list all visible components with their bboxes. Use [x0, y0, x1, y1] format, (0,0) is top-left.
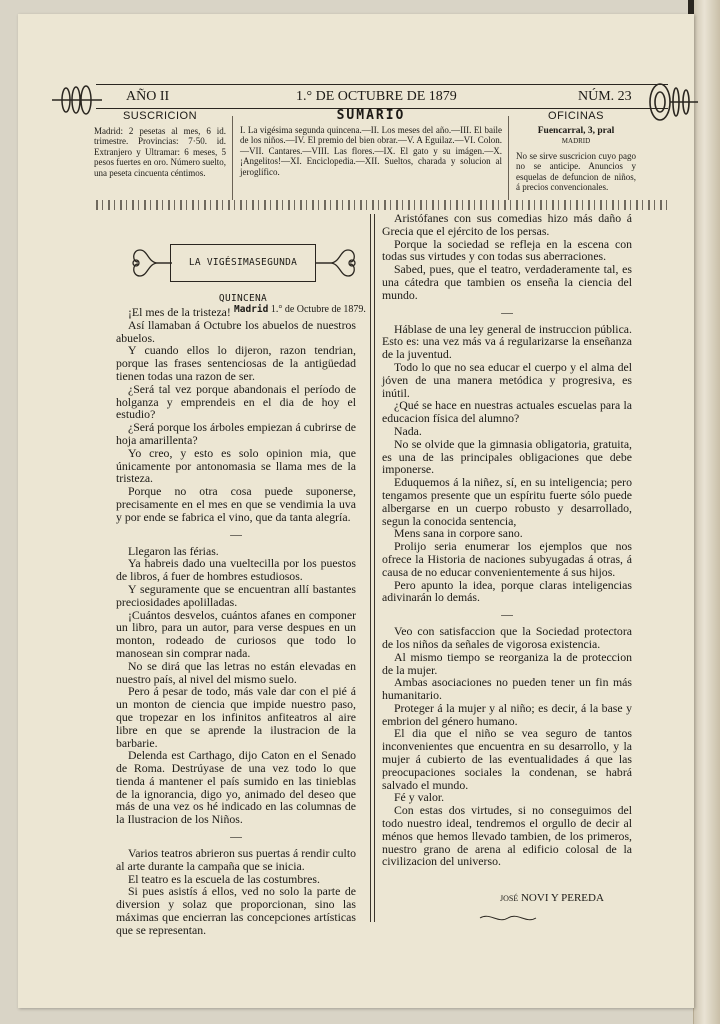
article-paragraph: Con estas dos virtudes, si no conseguimos del todo nuestro ideal, tendremos el orgullo de decir al ménos que hemos llevado tambien, de los primeros, nuestro grano de arena al edificio colosal de la civilizacion del universo.: [382, 803, 632, 869]
article-paragraph: Veo con satisfaccion que la Sociedad protectora de los niños da señales de vigorosa existencia.: [382, 624, 632, 651]
book-spine: [693, 0, 720, 1024]
end-flourish-icon: [478, 912, 538, 924]
masthead-top-rule: [96, 84, 668, 85]
article-paragraph: ¡Cuántos desvelos, cuántos afanes en componer un libro, para un autor, para verse despues en un monton, rodeado de curiosos que todo lo manosean sin comprar nada.: [116, 607, 356, 660]
article-paragraph: Así llamaban á Octubre los abuelos de nuestros abuelos.: [116, 317, 356, 345]
binding-mark: [688, 0, 694, 14]
oficinas-title: OFICINAS: [548, 110, 604, 122]
left-column: [116, 306, 356, 937]
article-paragraph: Proteger á la mujer y al niño; es decir, á la base y embrion del género humano.: [382, 700, 632, 728]
sumario-title: SUMARIO: [336, 108, 406, 123]
scroll-ornament-right-icon: [314, 238, 360, 288]
dateline-place: Madrid: [234, 304, 269, 315]
article-paragraph: No se dirá que las letras no están elevadas en nuestro país, al nivel del mismo suelo.: [116, 658, 356, 686]
sumario-text: I. La vigésima segunda quincena.—II. Los meses del año.—III. El baile de los niños.—IV. El premio del bien obrar.—V. A Eguilaz.—VI. Colon.—VII. Cantares.—VIII. Las flores.—IX. El gato y su imágen.—X. ¡Angelitos!—XI. Enciclopedia.—XII. Sueltos, charada y solucion al jeroglífico.: [240, 124, 502, 177]
article-title: LA VIGÉSIMASEGUNDA QUINCENA: [188, 257, 298, 304]
signature: [500, 892, 604, 904]
section-divider: —: [501, 607, 513, 622]
article-paragraph: Varios teatros abrieron sus puertas á rendir culto al arte durante la campaña que se inicia.: [116, 846, 356, 873]
article-paragraph: ¿Será porque los árboles empiezan á cubrirse de hoja amarillenta?: [116, 420, 356, 447]
article-paragraph: El teatro es la escuela de las costumbres.: [128, 871, 320, 886]
oficinas-address: Fuencarral, 3, pral: [537, 125, 615, 136]
scroll-ornament-left-icon: [128, 238, 174, 288]
suscricion-box: [94, 111, 226, 178]
article-paragraph: Ambas asociaciones no pueden tener un fin más humanitario.: [382, 675, 632, 703]
article-paragraph: Todo lo que no sea educar el cuerpo y el alma del jóven de una manera metódica y progresiva, es inútil.: [382, 359, 632, 400]
article-paragraph: Porque la sociedad se refleja en la escena con todas sus virtudes y con todas sus aberraciones.: [382, 236, 632, 264]
article-paragraph: Fé y valor.: [394, 790, 445, 805]
article-title-box: [128, 238, 358, 304]
article-title-frame: [170, 244, 316, 304]
article-paragraph: Y cuando ellos lo dijeron, razon tendrian, porque las frases sentenciosas de la antigüedad tienen todas una razon de ser.: [116, 343, 356, 383]
oficinas-city: MADRID: [561, 137, 591, 145]
issue-number: NÚM. 23: [578, 89, 632, 104]
masthead-separator: [232, 116, 233, 200]
article-paragraph: Aristófanes con sus comedias hizo más daño á Grecia que el ejército de los persas.: [382, 211, 632, 238]
article-paragraph: Prolijo seria enumerar los ejemplos que nos ofrece la Historia de naciones subyugadas á otras, á causa de no educar convenientemente á sus hijos.: [382, 539, 632, 579]
right-column: [382, 212, 632, 868]
decorative-border: [96, 200, 668, 210]
masthead-separator: [508, 116, 509, 200]
newspaper-page: [18, 14, 694, 1008]
article-paragraph: Yo creo, y esto es solo opinion mia, que únicamente por antonomasia se llama mes de la tristeza.: [116, 445, 356, 486]
issue-year: AÑO II: [126, 89, 170, 104]
article-paragraph: ¡El mes de la tristeza!: [128, 305, 231, 319]
column-rule: [374, 214, 375, 922]
issue-date: 1.° DE OCTUBRE DE 1879: [296, 89, 457, 104]
article-paragraph: Y seguramente que se encuentran allí bastantes preciosidades apolilladas.: [116, 581, 356, 609]
dateline-date: 1.° de Octubre de 1879.: [270, 304, 366, 315]
section-divider: —: [230, 526, 242, 541]
suscricion-text: Madrid: 2 pesetas al mes, 6 id. trimestre. Provincias: 7·50. id. Extranjero y Ultramar: 6 meses, 5 pesos fuertes en oro. Número suelto, una peseta cincuenta céntimos.: [94, 125, 226, 178]
column-rule: [370, 214, 371, 922]
article-paragraph: Al mismo tiempo se reorganiza la de proteccion de la mujer.: [382, 649, 632, 677]
article-paragraph: No se olvide que la gimnasia obligatoria, gratuita, es una de las principales obligaciones que debe imponerse.: [382, 436, 632, 477]
article-paragraph: Mens sana in corpore sano.: [394, 526, 523, 541]
suscricion-title: SUSCRICION: [122, 110, 198, 122]
section-divider: —: [501, 304, 513, 319]
article-paragraph: Llegaron las férias.: [128, 543, 219, 558]
section-divider: —: [230, 829, 242, 844]
article-paragraph: El dia que el niño se vea seguro de tantos inconvenientes que encuentra en su desarrollo, y la mujer á cubierto de las eventualidades á que las preocupaciones sociales la condenan, se habrá salvado el mundo.: [382, 726, 632, 792]
oficinas-text: No se sirve suscricion cuyo pago no se anticipe. Anuncios y esquelas de defuncion de niños, á precios convencionales.: [516, 150, 636, 192]
article-paragraph: Nada.: [394, 423, 422, 438]
signature-first: JOSÉ: [500, 894, 519, 903]
article-paragraph: Porque no otra cosa puede suponerse, precisamente en el mes en que se vendimia la uva y por ende se fabrica el vino, que da tanta alegría.: [116, 484, 356, 524]
oficinas-box: [516, 111, 636, 193]
article-paragraph: Delenda est Carthago, dijo Caton en el Senado de Roma. Destrúyase de una vez todo lo que tienda á mantener el país sumido en las tinieblas de la ignorancia, digo yo, animado del deseo que más de una vez os hé indicado en las columnas de la Ilustracion de los Niños.: [116, 748, 356, 827]
sumario-box: [240, 108, 502, 177]
article-paragraph: Pero á pesar de todo, más vale dar con el pié á un monton de ciencia que impide nuestro paso, que tropezar en los infinitos anfiteatros al aire libre en que se aprende la ilustracion de la barbarie.: [116, 684, 356, 750]
article-paragraph: ¿Qué se hace en nuestras actuales escuelas para la educacion física del alumno?: [382, 398, 632, 426]
article-paragraph: ¿Será tal vez porque abandonais el período de holganza y emprendeis en el dia de hoy el estudio?: [116, 381, 356, 422]
article-paragraph: Ya habreis dado una vueltecilla por los puestos de libros, á fuer de hombres estudiosos.: [116, 556, 356, 584]
article-paragraph: Háblase de una ley general de instruccion pública. Esto es: una vez más va á regularizarse la enseñanza de la juventud.: [382, 321, 632, 362]
article-paragraph: Eduquemos á la niñez, sí, en su inteligencia; pero tengamos presente que un espíritu fuerte sólo puede albergarse en un cuerpo robusto y desarrollado, segun la conocida sentencia,: [382, 475, 632, 528]
signature-last: NOVI Y PEREDA: [520, 892, 604, 904]
article-paragraph: Si pues asistís á ellos, ved no solo la parte de diversion y solaz que proporcionan, sino las máximas que encierran las concepciones artísticas que se representan.: [116, 884, 356, 937]
article-paragraph: Sabed, pues, que el teatro, verdaderamente tal, es una cátedra que tambien os enseña la ciencia del mundo.: [382, 262, 632, 302]
article-paragraph: Pero apunto la idea, porque claras inteligencias adivinarán lo demás.: [382, 577, 632, 605]
